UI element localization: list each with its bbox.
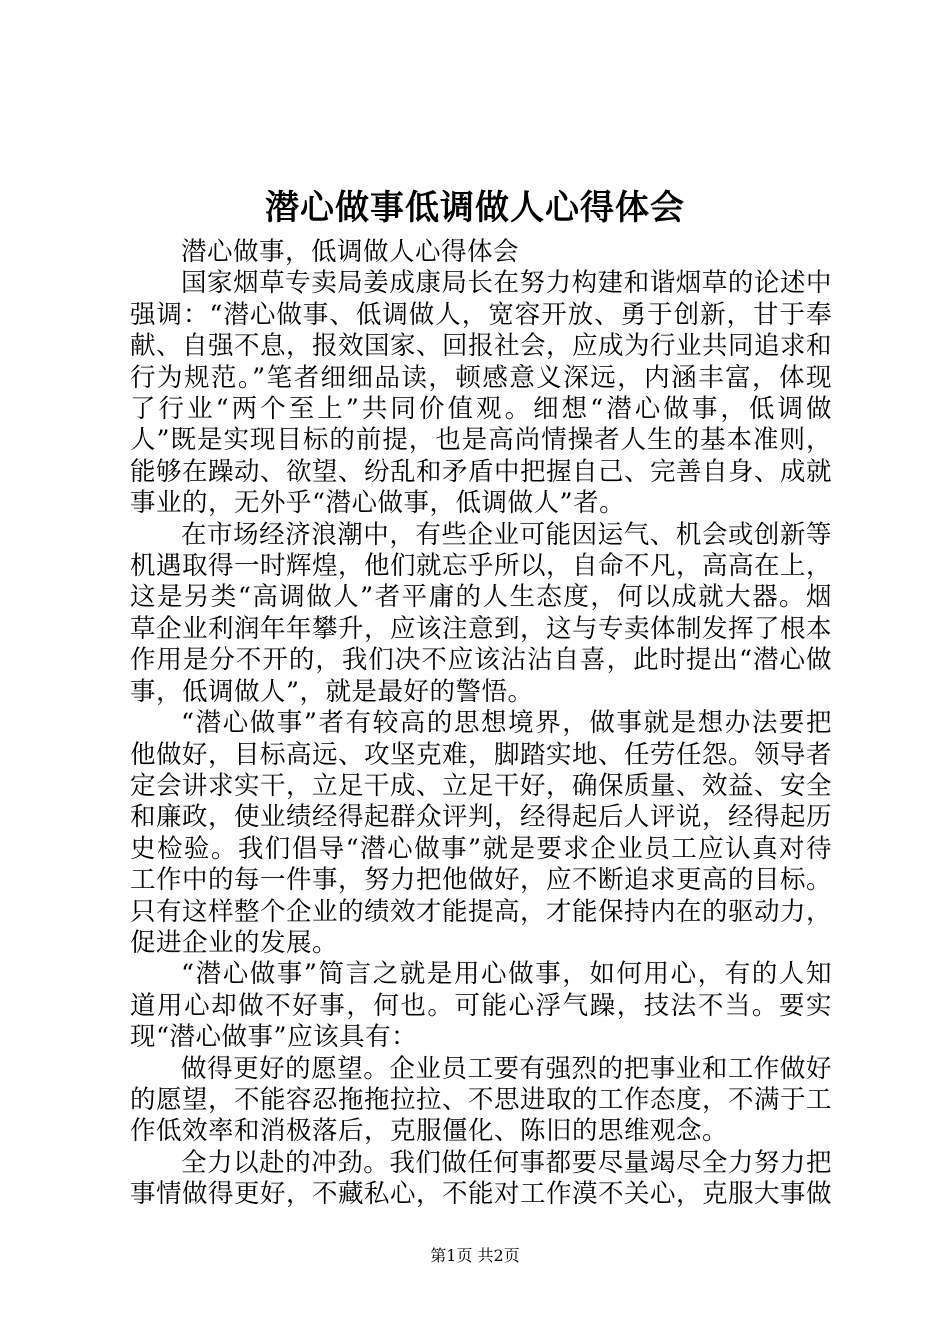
paragraph: “潜心做事”者有较高的思想境界，做事就是想办法要把他做好，目标高远、攻坚克难，脚踏实地、任劳任怨。领导者定会讲求实干，立足干成、立足干好，确保质量、效益、安全和廉政，使业绩经得起群众评判，经得起后人评说，经得起历史检验。我们倡导“潜心做事”就是要求企业员工应认真对待工作中的每一件事，努力把他做好，应不断追求更高的目标。只有这样整个企业的绩效才能提高，才能保持内在的驱动力，促进企业的发展。 xyxy=(130,708,833,958)
paragraph: 做得更好的愿望。企业员工要有强烈的把事业和工作做好的愿望，不能容忍拖拖拉拉、不思进取的工作态度，不满于工作低效率和消极落后，克服僵化、陈旧的思维观念。 xyxy=(130,1053,833,1147)
document-body xyxy=(130,237,832,1211)
paragraph: 国家烟草专卖局姜成康局长在努力构建和谐烟草的论述中强调：“潜心做事、低调做人，宽容开放、勇于创新，甘于奉献、自强不息，报效国家、回报社会，应成为行业共同追求和行为规范。”笔者细细品读，顿感意义深远，内涵丰富，体现了行业“两个至上”共同价值观。细想“潜心做事，低调做人”既是实现目标的前提，也是高尚情操者人生的基本准则，能够在躁动、欲望、纷乱和矛盾中把握自己、完善自身、成就事业的，无外乎“潜心做事，低调做人”者。 xyxy=(130,268,833,519)
paragraph: “潜心做事”简言之就是用心做事，如何用心，有的人知道用心却做不好事，何也。可能心浮气躁，技法不当。要实现“潜心做事”应该具有： xyxy=(130,959,832,1053)
paragraph: 全力以赴的冲劲。我们做任何事都要尽量竭尽全力努力把事情做得更好，不藏私心，不能对工作漠不关心，克服大事做 xyxy=(130,1147,833,1210)
document-title: 潜心做事低调做人心得体会 xyxy=(265,188,685,228)
paragraph-subtitle: 潜心做事，低调做人心得体会 xyxy=(181,237,520,267)
paragraph: 在市场经济浪潮中，有些企业可能因运气、机会或创新等机遇取得一时辉煌，他们就忘乎所以，自命不凡，高高在上，这是另类“高调做人”者平庸的人生态度，何以成就大器。烟草企业利润年年攀升，应该注意到，这与专卖体制发挥了根本作用是分不开的，我们决不应该沾沾自喜，此时提出“潜心做事，低调做人”，就是最好的警悟。 xyxy=(130,519,833,707)
page-footer: 第1页 共2页 xyxy=(430,1246,520,1265)
